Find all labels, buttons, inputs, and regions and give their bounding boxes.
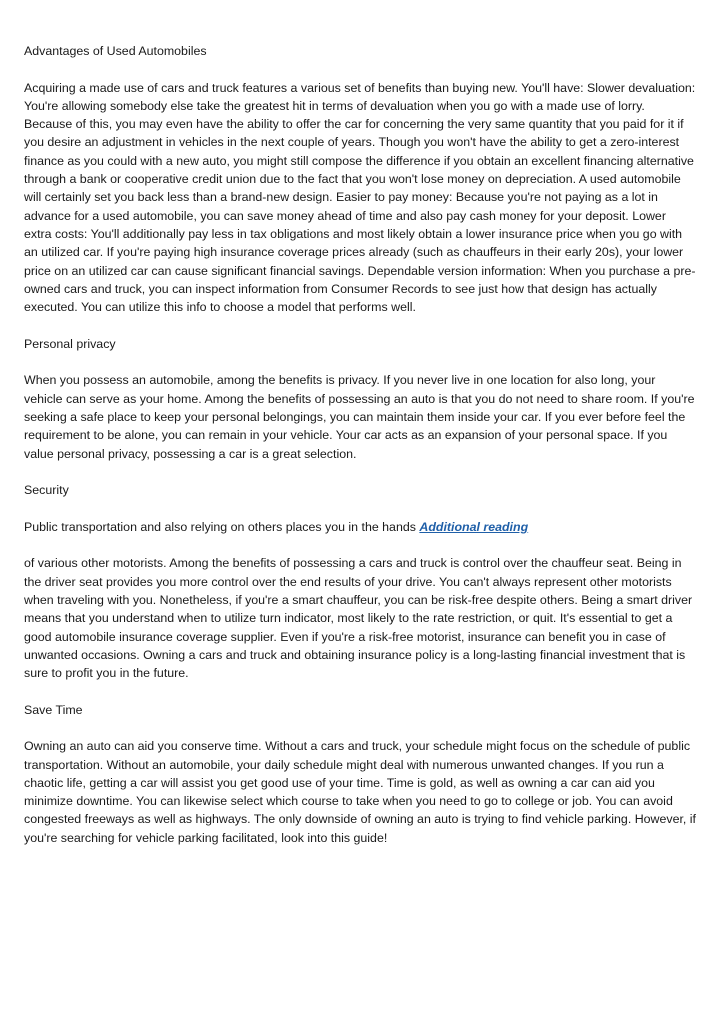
paragraph-save-time: Owning an auto can aid you conserve time. Without a cars and truck, your schedule might focus on the schedule of public transportation. Without an automobile, your daily schedule might deal with numerous unwanted changes. If you run a chaotic life, getting a car will assist you get good use of your time. Time is gold, as well as owning a car can aid you minimize downtime. You can likewise select which course to take when you need to go to college or job. You can avoid congested freeways as well as highways. The only downside of owning an auto is trying to find vehicle parking. However, if you're searching for vehicle parking facilitated, look into this guide!: [24, 739, 696, 845]
section-heading-security: Security: [24, 483, 69, 498]
paragraph-advantages: Acquiring a made use of cars and truck features a various set of benefits than buying new. You'll have: Slower devaluation: You're allowing somebody else take the greatest hit in terms of devaluation when you go with a made use of lorry. Because of this, you may even have the ability to offer the car for concerning the very same quantity that you paid for it if you desire an adjustment in vehicles in the next couple of years. Though you won't have the ability to get a zero-interest finance as you could with a new auto, you might still compose the difference if you obtain an excellent financing alternative through a bank or cooperative credit union due to the fact that you won't lose money on depreciation. A used automobile will certainly set you back less than a brand-new design. Easier to pay money: Because you're not paying as a lot in advance for a used automobile, you can save money ahead of time and also pay cash money for your deposit. Lower extra costs: You'll additionally pay less in tax obligations and most likely obtain a lower insurance price when you go with an utilized car. If you're paying high insurance coverage prices already (such as chauffeurs in their early 20s), your lower price on an utilized car can cause significant financial savings. Dependable version information: When you purchase a pre-owned cars and truck, you can inspect information from Consumer Records to see just how that design has actually executed. You can utilize this info to choose a model that performs well.: [24, 80, 696, 315]
section-heading-advantages: Advantages of Used Automobiles: [24, 44, 207, 58]
document-page: [24, 42, 696, 865]
section-heading-privacy: Personal privacy: [24, 336, 116, 351]
paragraph-privacy: When you possess an automobile, among the benefits is privacy. If you never live in one location for also long, your vehicle can serve as your home. Among the benefits of possessing an auto is that you do not need to share room. If you're seeking a safe place to keep your personal belongings, you can maintain them inside your car. If you ever before feel the requirement to be alone, you can remain in your vehicle. Your car acts as an expansion of your personal space. If you value personal privacy, possessing a car is a great selection.: [24, 373, 695, 461]
paragraph-security-intro: [24, 518, 696, 536]
additional-reading-link[interactable]: Additional reading: [419, 519, 529, 534]
section-heading-save-time: Save Time: [24, 702, 83, 717]
paragraph-security: of various other motorists. Among the benefits of possessing a cars and truck is control over the chauffeur seat. Being in the driver seat provides you more control over the end results of your drive. You can't always represent other motorists when traveling with you. Nonetheless, if you're a smart chauffeur, you can be risk-free despite others. Being a smart driver means that you understand when to utilize turn indicator, most likely to the rate restriction, or quit. It's essential to get a good automobile insurance coverage supplier. Even if you're a risk-free motorist, insurance can benefit you in case of unwanted occasions. Owning a cars and truck and obtaining insurance policy is a long-lasting financial investment that is sure to profit you in the future.: [24, 556, 693, 681]
security-intro-text: Public transportation and also relying on others places you in the hands: [24, 519, 420, 534]
